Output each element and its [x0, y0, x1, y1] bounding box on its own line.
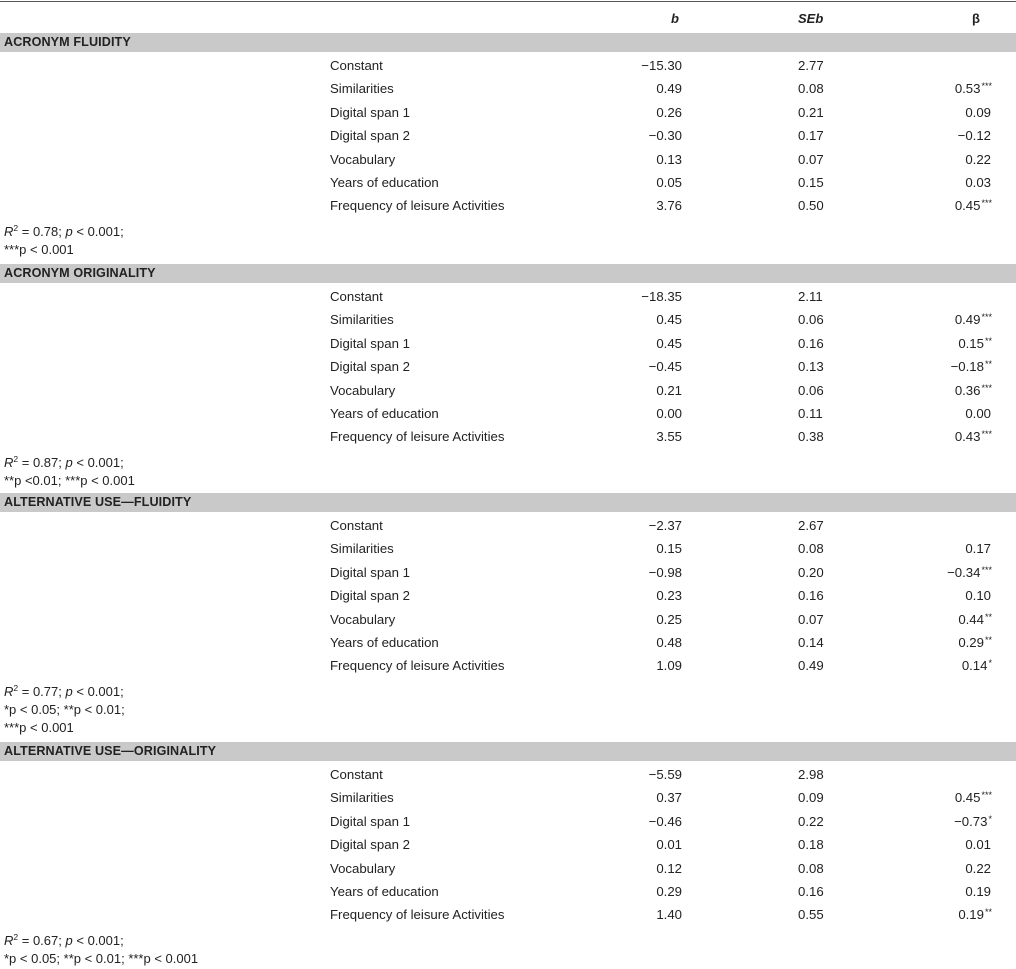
p-value: 0.001: [87, 932, 121, 948]
coef-seb-cell: 0.22: [798, 813, 824, 829]
coef-seb-cell: 2.11: [798, 289, 823, 304]
section-header-bar: [0, 493, 1016, 512]
coef-beta-cell: [955, 81, 992, 96]
predictor-label: Frequency of leisure Activities: [330, 198, 505, 214]
predictor-label: Digital span 1: [330, 104, 410, 120]
predictor-label: Constant: [330, 58, 383, 73]
coef-seb-cell: 0.18: [798, 837, 824, 853]
predictor-label: Digital span 2: [330, 359, 410, 375]
table-row: [0, 585, 1016, 607]
coef-seb-cell: 0.21: [798, 104, 824, 120]
table-row: [0, 562, 1016, 584]
table-row: [0, 904, 1016, 926]
table-note: $R^2 = 0.77$; p < 0.001;: [4, 682, 124, 699]
predictor-label: Digital span 2: [330, 837, 410, 853]
significance-stars: ***: [981, 790, 992, 801]
coef-beta-cell: [991, 289, 992, 304]
coef-b-cell: 0.49: [656, 81, 682, 97]
coef-b-cell: 1.09: [656, 658, 682, 674]
table-row: [0, 125, 1016, 147]
coef-seb-cell: 0.09: [798, 790, 824, 806]
beta-value: 0.17: [965, 541, 991, 557]
significance-stars: ***: [981, 198, 992, 209]
table-row: [0, 309, 1016, 331]
coef-b-cell: −0.46: [648, 813, 682, 829]
coef-beta-cell: [958, 336, 992, 351]
coef-b-cell: 0.21: [656, 382, 682, 398]
p-value: 0.001: [87, 683, 121, 699]
coef-beta-cell: [962, 658, 992, 673]
table-note: [4, 473, 135, 488]
predictor-label: Constant: [330, 289, 383, 304]
coef-b-cell: 0.45: [656, 335, 682, 351]
section-title: ALTERNATIVE USE—FLUIDITY: [4, 495, 192, 509]
table-row: [0, 286, 1016, 308]
predictor-label: Digital span 2: [330, 128, 410, 144]
beta-value: 0.22: [965, 151, 991, 167]
coef-beta-cell: [958, 128, 992, 143]
coef-seb-cell: 0.50: [798, 198, 824, 214]
predictor-label: Constant: [330, 518, 383, 533]
predictor-label: Similarities: [330, 81, 394, 97]
beta-value: 0.15: [958, 335, 984, 351]
r-squared-value: 0.78: [32, 223, 59, 239]
coef-seb-cell: 0.11: [798, 406, 823, 421]
coef-seb-cell: 0.15: [798, 175, 824, 190]
coef-b-cell: −0.30: [648, 128, 682, 144]
coef-beta-cell: [965, 152, 992, 167]
significance-stars: **: [984, 611, 992, 622]
beta-value: 0.10: [965, 588, 991, 604]
coef-beta-cell: [965, 884, 992, 899]
significance-legend: **p <0.01; ***p < 0.001: [4, 472, 135, 488]
table-row: [0, 149, 1016, 171]
predictor-label: Vocabulary: [330, 611, 396, 627]
coef-beta-cell: [965, 861, 992, 876]
coef-beta-cell: [965, 541, 992, 556]
coef-beta-cell: [955, 429, 992, 444]
table-row: [0, 538, 1016, 560]
coef-beta-cell: [951, 359, 992, 374]
coef-beta-cell: [955, 383, 992, 398]
coef-b-cell: 3.55: [656, 429, 682, 445]
significance-stars: **: [984, 359, 992, 370]
coef-seb-cell: 2.77: [798, 58, 824, 73]
beta-value: −0.73: [954, 813, 988, 829]
table-note: $R^2 = 0.78$; p < 0.001;: [4, 222, 124, 239]
header-beta: β: [972, 11, 980, 26]
coef-seb-cell: 0.08: [798, 81, 824, 97]
coef-seb-cell: 0.55: [798, 907, 824, 923]
coef-seb-cell: 0.16: [798, 884, 824, 899]
significance-stars: *: [988, 813, 992, 824]
significance-stars: ***: [981, 81, 992, 92]
beta-value: 0.19: [965, 884, 991, 899]
predictor-label: Vocabulary: [330, 151, 396, 167]
beta-value: 0.36: [954, 382, 981, 398]
beta-value: 0.14: [961, 658, 988, 674]
coef-seb-cell: 0.20: [798, 564, 824, 580]
coef-beta-cell: [965, 588, 992, 603]
table-row: [0, 764, 1016, 786]
beta-value: −0.34: [947, 564, 981, 580]
coef-seb-cell: 2.67: [798, 518, 824, 533]
section-title: ACRONYM FLUIDITY: [4, 35, 131, 49]
r-squared-value: 0.77: [32, 683, 59, 699]
predictor-label: Constant: [330, 767, 383, 782]
predictor-label: Years of education: [330, 635, 439, 650]
table-row: [0, 380, 1016, 402]
table-row: [0, 515, 1016, 537]
coef-b-cell: −5.59: [648, 767, 682, 782]
coef-seb-cell: 0.38: [798, 429, 824, 445]
coef-b-cell: −15.30: [641, 58, 682, 73]
coef-b-cell: 0.13: [656, 151, 682, 167]
table-row: [0, 172, 1016, 194]
table-row: [0, 787, 1016, 809]
significance-legend: *p < 0.05; **p < 0.01;: [4, 701, 125, 717]
coef-seb-cell: 0.07: [798, 151, 824, 167]
section-header-bar: [0, 33, 1016, 52]
beta-value: 0.22: [965, 860, 991, 876]
table-row: [0, 609, 1016, 631]
coef-b-cell: 0.26: [656, 104, 682, 120]
beta-value: 0.29: [958, 635, 984, 650]
beta-value: 0.00: [965, 406, 991, 421]
table-row: [0, 78, 1016, 100]
coef-beta-cell: [955, 790, 992, 805]
coef-b-cell: −2.37: [648, 518, 682, 533]
predictor-label: Frequency of leisure Activities: [330, 658, 505, 674]
coef-seb-cell: 0.08: [798, 860, 824, 876]
significance-stars: ***: [981, 382, 992, 393]
coef-b-cell: 0.25: [656, 611, 682, 627]
coef-b-cell: 0.23: [656, 588, 682, 604]
predictor-label: Similarities: [330, 312, 394, 328]
table-row: [0, 858, 1016, 880]
beta-value: 0.53: [954, 81, 981, 97]
table-row: [0, 333, 1016, 355]
header-seb: SEb: [798, 11, 824, 26]
coef-seb-cell: 0.17: [798, 128, 824, 144]
coef-b-cell: −18.35: [641, 289, 682, 304]
coef-beta-cell: [965, 105, 992, 120]
table-note: [4, 720, 74, 735]
coef-b-cell: 0.37: [656, 790, 682, 806]
table-row: [0, 102, 1016, 124]
coef-beta-cell: [955, 312, 992, 327]
coef-beta-cell: [958, 612, 992, 627]
section-header-bar: [0, 742, 1016, 761]
p-value: 0.001: [87, 454, 121, 470]
coef-beta-cell: [958, 907, 992, 922]
coef-beta-cell: [965, 837, 992, 852]
coef-b-cell: 1.40: [656, 907, 682, 923]
table-note: [4, 242, 74, 257]
coef-beta-cell: [954, 814, 992, 829]
predictor-label: Years of education: [330, 175, 439, 190]
beta-value: 0.45: [954, 198, 981, 214]
table-note: [4, 702, 125, 717]
header-b: b: [671, 11, 679, 26]
coef-seb-cell: 0.08: [798, 541, 824, 557]
predictor-label: Similarities: [330, 790, 394, 806]
significance-stars: ***: [981, 312, 992, 323]
coef-beta-cell: [991, 58, 992, 73]
p-value: 0.001: [87, 223, 121, 239]
beta-value: −0.18: [950, 359, 984, 375]
table-row: [0, 632, 1016, 654]
significance-stars: **: [984, 635, 992, 645]
coef-seb-cell: 0.13: [798, 359, 824, 375]
predictor-label: Years of education: [330, 884, 439, 899]
predictor-label: Similarities: [330, 541, 394, 557]
table-row: [0, 834, 1016, 856]
beta-value: 0.43: [954, 429, 981, 445]
table-row: [0, 426, 1016, 448]
coef-b-cell: 0.29: [656, 884, 682, 899]
coef-seb-cell: 0.06: [798, 312, 824, 328]
table-row: [0, 655, 1016, 677]
significance-legend: *p < 0.05; **p < 0.01; ***p < 0.001: [4, 950, 199, 966]
beta-value: 0.44: [958, 611, 984, 627]
predictor-label: Vocabulary: [330, 860, 396, 876]
r-squared-value: 0.87: [32, 454, 59, 470]
table-row: [0, 403, 1016, 425]
predictor-label: Vocabulary: [330, 382, 396, 398]
coef-seb-cell: 0.06: [798, 382, 824, 398]
significance-legend: ***p < 0.001: [4, 241, 74, 257]
coef-b-cell: 0.01: [656, 837, 682, 853]
coef-seb-cell: 2.98: [798, 767, 824, 782]
coef-b-cell: 3.76: [656, 198, 682, 214]
coef-b-cell: 0.05: [656, 175, 682, 190]
coef-beta-cell: [965, 406, 992, 421]
beta-value: 0.45: [954, 790, 981, 806]
table-row: [0, 55, 1016, 77]
predictor-label: Frequency of leisure Activities: [330, 907, 505, 923]
coef-seb-cell: 0.16: [798, 588, 824, 604]
coef-beta-cell: [965, 175, 992, 190]
table-top-rule: [0, 1, 1016, 2]
coef-beta-cell: [991, 518, 992, 533]
r-squared-value: 0.67: [32, 932, 59, 948]
predictor-label: Digital span 2: [330, 588, 410, 604]
significance-legend: ***p < 0.001: [4, 719, 74, 735]
coef-b-cell: −0.98: [648, 564, 682, 580]
beta-value: 0.03: [965, 175, 991, 190]
coef-b-cell: 0.00: [656, 406, 682, 421]
significance-stars: ***: [981, 429, 992, 440]
beta-value: 0.19: [958, 907, 984, 923]
coef-beta-cell: [991, 767, 992, 782]
table-note: $R^2 = 0.67$; p < 0.001;: [4, 931, 124, 948]
beta-value: −0.12: [957, 128, 991, 144]
coef-b-cell: 0.12: [656, 860, 682, 876]
predictor-label: Digital span 1: [330, 335, 410, 351]
significance-stars: **: [984, 907, 992, 918]
coef-seb-cell: 0.07: [798, 611, 824, 627]
significance-stars: ***: [981, 564, 992, 575]
significance-stars: **: [984, 335, 992, 346]
table-row: [0, 195, 1016, 217]
coef-b-cell: 0.15: [656, 541, 682, 557]
coef-seb-cell: 0.14: [798, 635, 824, 650]
coef-b-cell: 0.45: [656, 312, 682, 328]
predictor-label: Digital span 1: [330, 813, 410, 829]
table-row: [0, 811, 1016, 833]
table-note: [4, 951, 198, 966]
beta-value: 0.49: [954, 312, 981, 328]
table-row: [0, 356, 1016, 378]
coef-beta-cell: [955, 198, 992, 213]
section-header-bar: [0, 264, 1016, 283]
coef-beta-cell: [958, 635, 992, 650]
coef-beta-cell: [947, 565, 992, 580]
table-row: [0, 881, 1016, 903]
coef-seb-cell: 0.16: [798, 335, 824, 351]
beta-value: 0.09: [965, 104, 991, 120]
section-title: ACRONYM ORIGINALITY: [4, 266, 156, 280]
coef-b-cell: −0.45: [648, 359, 682, 375]
predictor-label: Digital span 1: [330, 564, 410, 580]
coef-b-cell: 0.48: [656, 635, 682, 650]
predictor-label: Frequency of leisure Activities: [330, 429, 505, 445]
section-title: ALTERNATIVE USE—ORIGINALITY: [4, 744, 217, 758]
table-note: $R^2 = 0.87$; p < 0.001;: [4, 453, 124, 470]
significance-stars: *: [988, 658, 992, 669]
beta-value: 0.01: [965, 837, 991, 853]
coef-seb-cell: 0.49: [798, 658, 824, 674]
predictor-label: Years of education: [330, 406, 439, 421]
